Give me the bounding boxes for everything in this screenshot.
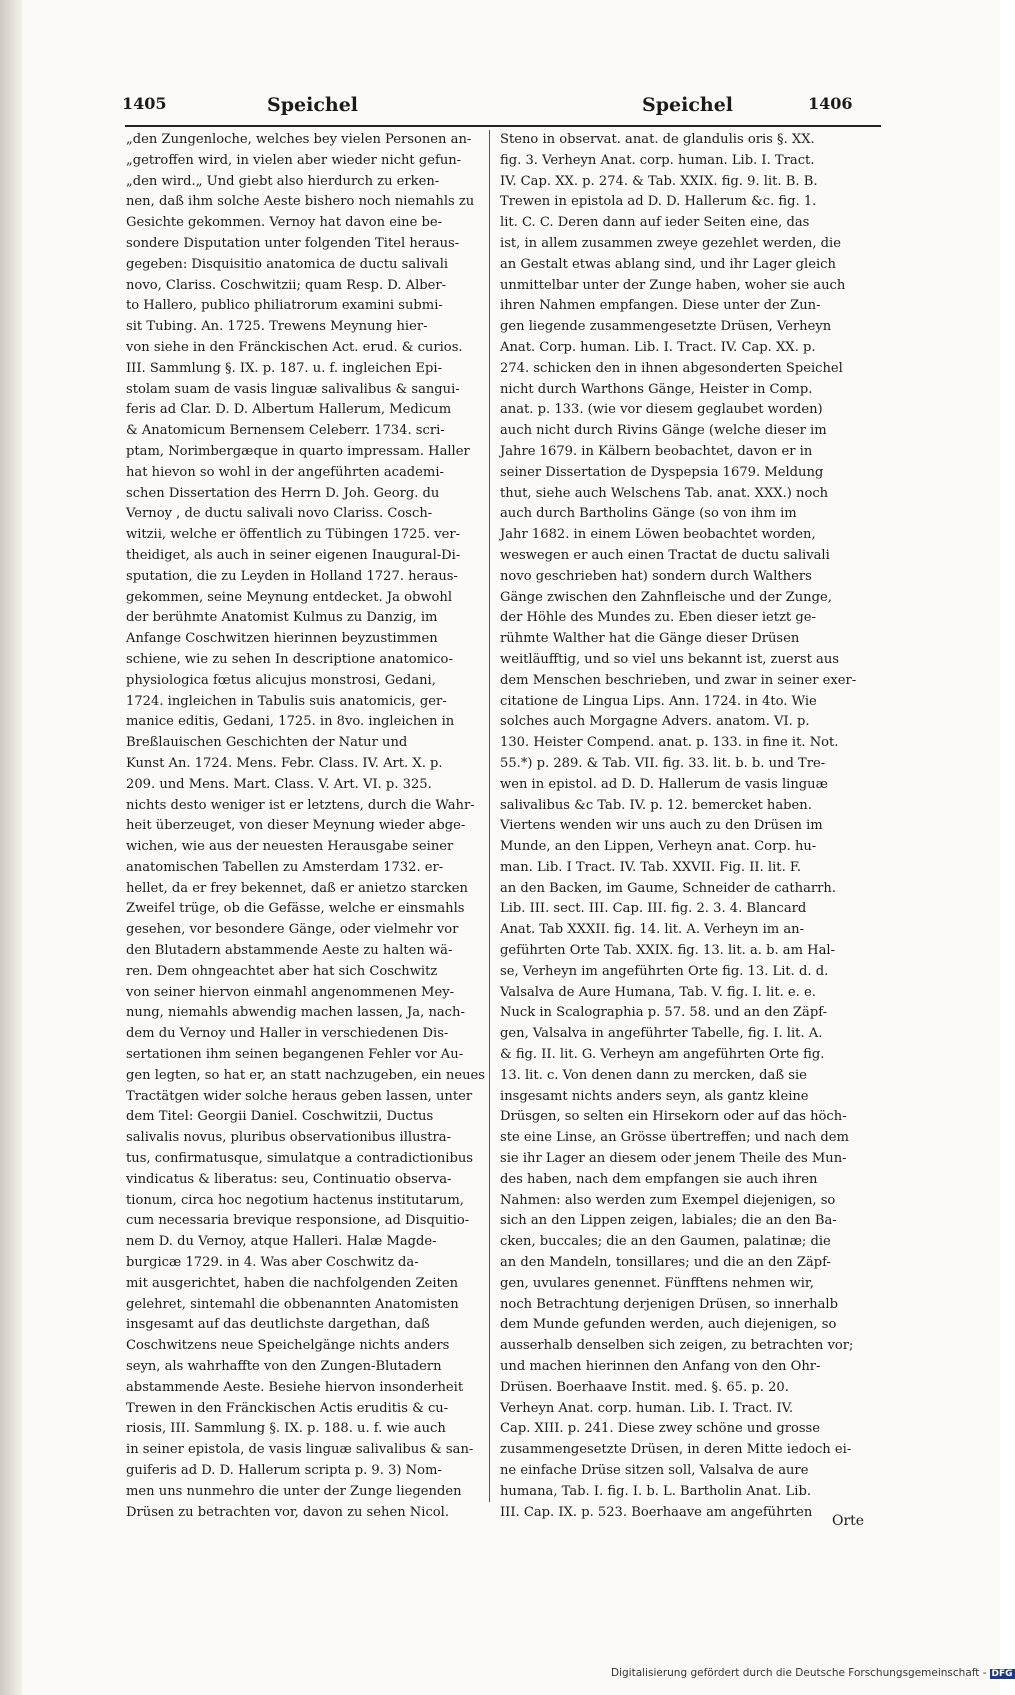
text-line: 13. lit. c. Von denen dann zu mercken, daß sie xyxy=(500,1067,807,1083)
text-line: & fig. II. lit. G. Verheyn am angeführten Orte fig. xyxy=(500,1047,825,1063)
text-line: nichts desto weniger ist er letztens, durch die Wahr- xyxy=(126,797,475,813)
text-line: dem Munde gefunden werden, auch diejenigen, so xyxy=(500,1317,837,1333)
text-line: feris ad Clar. D. D. Albertum Hallerum, Medicum xyxy=(126,402,452,418)
text-line: ste eine Linse, an Grösse übertreffen; und nach dem xyxy=(500,1130,849,1146)
text-line: zusammengesetzte Drüsen, in deren Mitte iedoch ei- xyxy=(500,1442,852,1458)
text-line: Gesichte gekommen. Vernoy hat davon eine be- xyxy=(126,215,443,231)
text-line: ptam, Norimbergæque in quarto impressam. Haller xyxy=(126,443,470,459)
text-line: gen legten, so hat er, an statt nachzugeben, ein neues xyxy=(126,1067,485,1083)
text-line: nicht durch Warthons Gänge, Heister in Comp. xyxy=(500,381,813,397)
text-line: weitläufftig, und so viel uns bekannt ist, zuerst aus xyxy=(500,651,839,667)
text-line: III. Sammlung §. IX. p. 187. u. f. ingleichen Epi- xyxy=(126,360,443,376)
text-line: anat. p. 133. (wie vor diesem geglaubet worden) xyxy=(500,402,823,418)
text-line: an den Mandeln, tonsillares; und die an den Zäpf- xyxy=(500,1255,831,1271)
text-line: „den Zungenloche, welches bey vielen Personen an- xyxy=(126,132,472,147)
right-page-number: 1406 xyxy=(808,94,853,113)
text-line: thut, siehe auch Welschens Tab. anat. XXX.) noch xyxy=(500,485,829,501)
text-line: insgesamt nichts anders seyn, als gantz kleine xyxy=(500,1088,809,1104)
text-line: salivalibus &c Tab. IV. p. 12. bemercket haben. xyxy=(500,797,812,813)
text-line: gekommen, seine Meynung entdecket. Ja obwohl xyxy=(126,589,453,605)
text-line: gen, Valsalva in angeführter Tabelle, fig. I. lit. A. xyxy=(500,1026,823,1042)
text-line: und machen hierinnen den Anfang von den Ohr- xyxy=(500,1359,821,1375)
text-line: noch Betrachtung derjenigen Drüsen, so innerhalb xyxy=(500,1296,838,1312)
text-line: gegeben: Disquisitio anatomica de ductu salivali xyxy=(126,256,449,272)
text-line: salivalis novus, pluribus observationibus illustra- xyxy=(126,1130,452,1146)
text-line: dem du Vernoy und Haller in verschiedenen Dis- xyxy=(126,1026,449,1042)
text-line: „den wird.„ Und giebt also hierdurch zu erken- xyxy=(126,173,440,189)
text-line: „getroffen wird, in vielen aber wieder nicht gefun- xyxy=(126,152,462,168)
text-line: Kunst An. 1724. Mens. Febr. Class. IV. Art. X. p. xyxy=(126,755,443,771)
text-line: tus, confirmatusque, simulatque a contradictionibus xyxy=(126,1151,473,1167)
text-line: 1724. ingleichen in Tabulis suis anatomicis, ger- xyxy=(126,693,447,709)
text-line: Nuck in Scalographia p. 57. 58. und an den Zäpf- xyxy=(500,1005,828,1021)
header-rule xyxy=(125,125,881,127)
text-line: des haben, nach dem empfangen sie auch ihren xyxy=(500,1171,818,1187)
text-line: witzii, welche er öffentlich zu Tübingen 1725. ver- xyxy=(126,527,461,543)
dfg-logo: DFG xyxy=(991,1669,1013,1679)
text-line: hellet, da er frey bekennet, daß er anietzo starcken xyxy=(126,880,468,896)
text-line: in seiner epistola, de vasis linguæ salivalibus & san- xyxy=(126,1442,474,1458)
text-line: men uns nunmehro die unter der Zunge liegenden xyxy=(126,1483,462,1499)
text-line: sit Tubing. An. 1725. Trewens Meynung hier- xyxy=(126,319,428,335)
text-line: der Höhle des Mundes zu. Eben dieser ietzt ge- xyxy=(500,610,816,626)
text-line: humana, Tab. I. fig. I. b. L. Bartholin Anat. Lib. xyxy=(500,1483,811,1499)
text-line: nung, niemahls abwendig machen lassen, Ja, nach- xyxy=(126,1005,465,1021)
text-line: seiner Dissertation de Dyspepsia 1679. Meldung xyxy=(500,464,824,480)
text-line: anatomischen Tabellen zu Amsterdam 1732. er- xyxy=(126,859,444,875)
text-line: gelehret, sintemahl die obbenannten Anatomisten xyxy=(126,1296,459,1312)
text-line: wichen, wie aus der neuesten Herausgabe seiner xyxy=(126,839,454,855)
text-line: Zweifel trüge, ob die Gefässe, welche er einsmahls xyxy=(126,901,465,917)
text-line: Drüsen. Boerhaave Instit. med. §. 65. p. 20. xyxy=(500,1379,789,1395)
right-running-title: Speichel xyxy=(642,94,734,116)
text-line: 130. Heister Compend. anat. p. 133. in fine it. Not. xyxy=(500,735,839,751)
text-line: abstammende Aeste. Besiehe hiervon insonderheit xyxy=(126,1379,464,1395)
text-line: Gänge zwischen den Zahnfleische und der Zunge, xyxy=(500,589,832,605)
catchword: Orte xyxy=(832,1513,865,1529)
text-line: sie ihr Lager an diesem oder jenem Theile des Mun- xyxy=(500,1151,847,1167)
text-line: geführten Orte Tab. XXIX. fig. 13. lit. a. b. am Hal- xyxy=(500,943,836,959)
running-header xyxy=(122,94,882,124)
text-line: Jahr 1682. in einem Löwen beobachtet worden, xyxy=(500,527,816,543)
text-line: Valsalva de Aure Humana, Tab. V. fig. I. lit. e. e. xyxy=(500,984,816,1000)
text-line: solches auch Morgagne Advers. anatom. VI. p. xyxy=(500,714,810,730)
text-line: insgesamt auf das deutlichste dargethan, daß xyxy=(126,1317,430,1333)
text-line: ren. Dem ohngeachtet aber hat sich Coschwitz xyxy=(126,963,438,979)
text-line: theidiget, als auch in seiner eigenen Inaugural-Di- xyxy=(126,547,461,563)
text-line: to Hallero, publico philiatrorum examini submi- xyxy=(126,298,443,314)
digitization-credit xyxy=(611,1667,1015,1679)
text-line: weswegen er auch einen Tractat de ductu salivali xyxy=(500,547,830,563)
text-line: lit. C. C. Deren dann auf ieder Seiten eine, das xyxy=(500,215,810,231)
text-line: sondere Disputation unter folgenden Titel heraus- xyxy=(126,235,460,251)
text-line: von siehe in den Fränckischen Act. erud. & curios. xyxy=(126,339,463,355)
right-text-column xyxy=(500,130,881,1523)
text-line: hat hievon so wohl in der angeführten academi- xyxy=(126,464,444,480)
text-line: wen in epistol. ad D. D. Hallerum de vasis linguæ xyxy=(500,776,828,792)
text-line: man. Lib. I Tract. IV. Tab. XXVII. Fig. II. lit. F. xyxy=(500,859,802,875)
text-line: citatione de Lingua Lips. Ann. 1724. in 4to. Wie xyxy=(500,693,817,709)
text-line: Vernoy , de ductu salivali novo Clariss. Cosch- xyxy=(126,506,433,522)
text-line: vindicatus & liberatus: seu, Continuatio observa- xyxy=(126,1171,452,1187)
text-line: ist, in allem zusammen zweye gezehlet werden, die xyxy=(500,235,841,251)
text-line: 274. schicken den in ihnen abgesonderten Speichel xyxy=(500,360,843,376)
text-line: schen Dissertation des Herrn D. Joh. Georg. du xyxy=(126,485,440,501)
text-line: unmittelbar unter der Zunge haben, woher sie auch xyxy=(500,277,846,293)
text-line: Nahmen: also werden zum Exempel diejenigen, so xyxy=(500,1192,836,1208)
text-line: Tractätgen wider solche heraus geben lassen, unter xyxy=(126,1088,473,1104)
text-line: Trewen in den Fränckischen Actis eruditis & cu- xyxy=(126,1400,449,1416)
book-binding-shadow xyxy=(0,0,22,1695)
text-line: gesehen, vor besondere Gänge, oder vielmehr vor xyxy=(126,922,459,938)
text-line: seyn, als wahrhaffte von den Zungen-Blutadern xyxy=(126,1359,442,1375)
text-line: Breßlauischen Geschichten der Natur und xyxy=(126,735,408,751)
left-page-number: 1405 xyxy=(122,94,167,113)
column-divider xyxy=(489,130,490,1502)
text-line: ne einfache Drüse sitzen soll, Valsalva de aure xyxy=(500,1463,809,1478)
text-line: heit überzeuget, von dieser Meynung wieder abge- xyxy=(126,818,466,834)
text-line: 209. und Mens. Mart. Class. V. Art. VI. p. 325. xyxy=(126,776,432,792)
text-line: & Anatomicum Bernensem Celeberr. 1734. scri- xyxy=(126,423,445,439)
text-line: Coschwitzens neue Speichelgänge nichts anders xyxy=(126,1338,450,1354)
text-line: schiene, wie zu sehen In descriptione anatomico- xyxy=(126,651,453,667)
left-text-column xyxy=(126,130,485,1523)
left-running-title: Speichel xyxy=(267,94,359,116)
text-line: den Blutadern abstammende Aeste zu halten wä- xyxy=(126,943,453,959)
text-line: gen liegende zusammengesetzte Drüsen, Verheyn xyxy=(500,319,832,335)
text-line: gen, uvulares genennet. Fünfftens nehmen wir, xyxy=(500,1275,814,1291)
text-line: auch durch Bartholins Gänge (so von ihm im xyxy=(500,506,797,522)
text-line: guiferis ad D. D. Hallerum scripta p. 9. 3) Nom- xyxy=(126,1463,442,1478)
text-line: tionum, circa hoc negotium hactenus institutarum, xyxy=(126,1192,464,1208)
text-line: Verheyn Anat. corp. human. Lib. I. Tract. IV. xyxy=(500,1400,794,1416)
text-line: stolam suam de vasis linguæ salivalibus & sangui- xyxy=(126,381,460,397)
text-line: an den Backen, im Gaume, Schneider de catharrh. xyxy=(500,880,836,896)
text-line: dem Menschen beschrieben, und zwar in seiner exer- xyxy=(500,672,857,688)
text-line: fig. 3. Verheyn Anat. corp. human. Lib. I. Tract. xyxy=(500,152,815,168)
text-line: sich an den Lippen zeigen, labiales; die an den Ba- xyxy=(500,1213,837,1229)
text-line: 55.*) p. 289. & Tab. VII. fig. 33. lit. b. b. und Tre- xyxy=(500,755,826,771)
text-line: ausserhalb denselben sich zeigen, zu betrachten vor; xyxy=(500,1338,854,1354)
text-line: Munde, an den Lippen, Verheyn anat. Corp. hu- xyxy=(500,839,817,855)
text-line: dem Titel: Georgii Daniel. Coschwitzii, Ductus xyxy=(126,1109,434,1125)
text-line: se, Verheyn im angeführten Orte fig. 13. Lit. d. d. xyxy=(500,963,829,979)
text-line: ihren Nahmen empfangen. Diese unter der Zun- xyxy=(500,298,821,314)
text-line: Drüsen zu betrachten vor, davon zu sehen Nicol. xyxy=(126,1504,450,1520)
text-line: III. Cap. IX. p. 523. Boerhaave am angeführten xyxy=(500,1504,813,1520)
text-line: nem D. du Vernoy, atque Halleri. Halæ Magde- xyxy=(126,1234,437,1250)
text-line: Trewen in epistola ad D. D. Hallerum &c. fig. 1. xyxy=(500,194,817,210)
text-line: Lib. III. sect. III. Cap. III. fig. 2. 3. 4. Blancard xyxy=(500,901,807,917)
text-line: cum necessaria brevique responsione, ad Disquitio- xyxy=(126,1213,470,1229)
text-line: Anat. Tab XXXII. fig. 14. lit. A. Verheyn im an- xyxy=(500,922,805,938)
text-line: Anfange Coschwitzen hierinnen beyzustimmen xyxy=(126,631,438,647)
text-line: Cap. XIII. p. 241. Diese zwey schöne und grosse xyxy=(500,1421,821,1437)
text-line: Viertens wenden wir uns auch zu den Drüsen im xyxy=(500,818,823,834)
text-line: Anat. Corp. human. Lib. I. Tract. IV. Cap. XX. p. xyxy=(500,339,816,355)
text-line: von seiner hiervon einmahl angenommenen Mey- xyxy=(126,984,455,1000)
text-line: der berühmte Anatomist Kulmus zu Danzig, im xyxy=(126,610,438,626)
text-line: physiologica fœtus alicujus monstrosi, Gedani, xyxy=(126,672,436,688)
text-line: burgicæ 1729. in 4. Was aber Coschwitz da- xyxy=(126,1255,419,1271)
text-line: nen, daß ihm solche Aeste bishero noch niemahls zu xyxy=(126,194,475,210)
text-line: manice editis, Gedani, 1725. in 8vo. ingleichen in xyxy=(126,714,455,730)
text-line: Steno in observat. anat. de glandulis oris §. XX. xyxy=(500,132,815,147)
text-line: rühmte Walther hat die Gänge dieser Drüsen xyxy=(500,631,800,647)
text-line: IV. Cap. XX. p. 274. & Tab. XXIX. fig. 9. lit. B. B. xyxy=(500,173,818,189)
text-line: novo, Clariss. Coschwitzii; quam Resp. D. Alber- xyxy=(126,277,447,293)
text-line: mit ausgerichtet, haben die nachfolgenden Zeiten xyxy=(126,1275,459,1291)
text-line: an Gestalt etwas ablang sind, und ihr Lager gleich xyxy=(500,256,836,272)
text-line: Jahre 1679. in Kälbern beobachtet, davon er in xyxy=(500,443,813,459)
text-line: auch nicht durch Rivins Gänge (welche dieser im xyxy=(500,423,827,439)
text-line: Drüsgen, so selten ein Hirsekorn oder auf das höch- xyxy=(500,1109,847,1125)
credit-text: Digitalisierung gefördert durch die Deutsche Forschungsgemeinschaft - xyxy=(611,1667,987,1679)
text-line: sputation, die zu Leyden in Holland 1727. heraus- xyxy=(126,568,458,584)
text-line: sertationen ihm seinen begangenen Fehler vor Au- xyxy=(126,1047,464,1063)
text-line: riosis, III. Sammlung §. IX. p. 188. u. f. wie auch xyxy=(126,1421,446,1437)
text-line: cken, buccales; die an den Gaumen, palatinæ; die xyxy=(500,1234,831,1250)
text-line: novo geschrieben hat) sondern durch Walthers xyxy=(500,568,812,584)
